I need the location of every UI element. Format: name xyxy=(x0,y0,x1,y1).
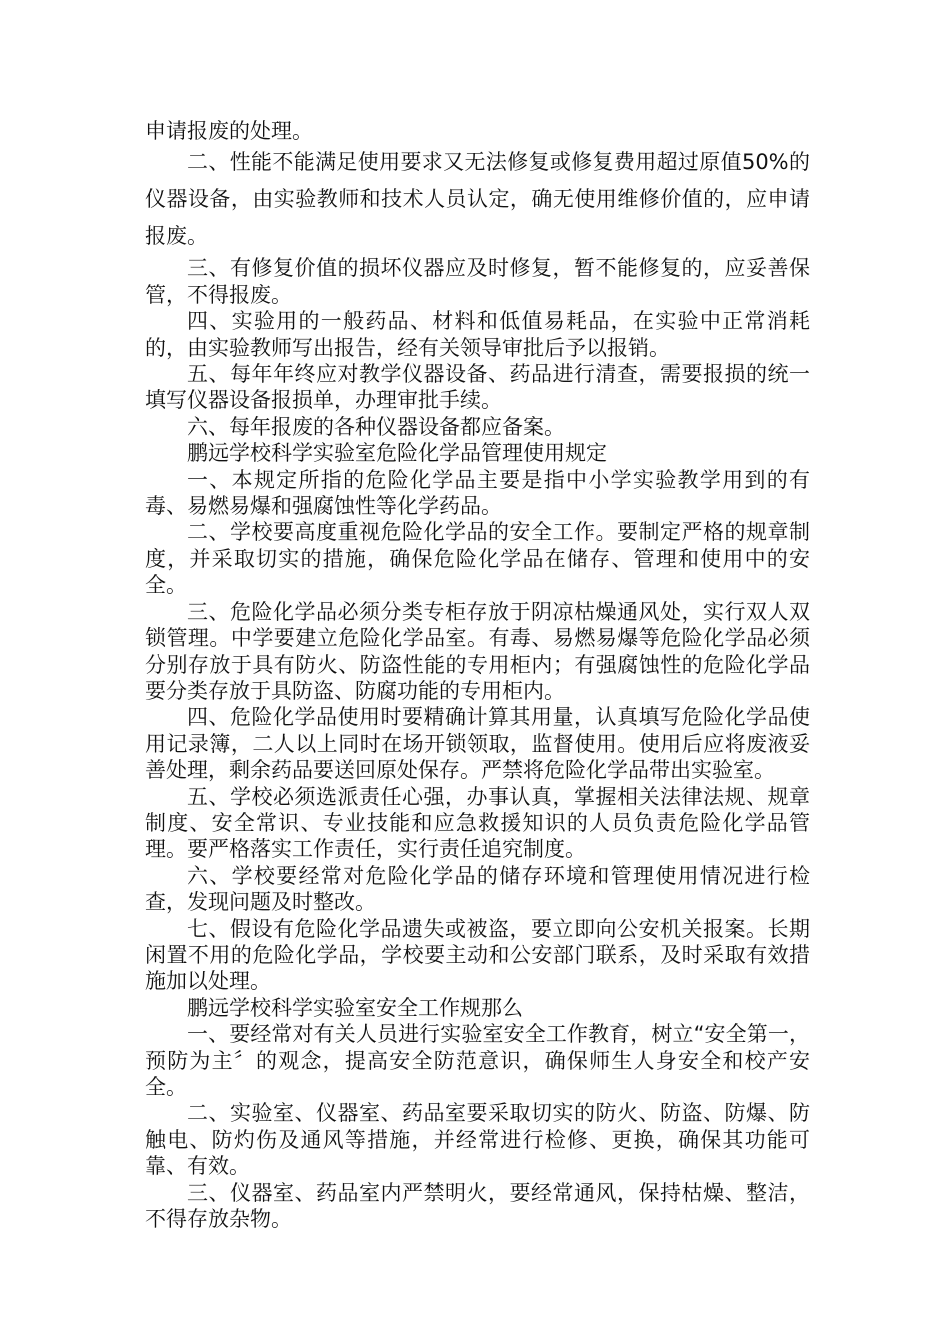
paragraph-scrap-rule-2: 二、性能不能满足使用要求又无法修复或修复费用超过原值50%的仪器设备，由实验教师和技术人员认定，确无使用维修价值的，应申请报废。 xyxy=(145,150,810,249)
document-body xyxy=(145,118,810,1232)
paragraph-scrap-rule-5: 五、每年年终应对教学仪器设备、药品进行清查，需要报损的统一填写仪器设备报损单，办理审批手续。 xyxy=(145,362,810,413)
paragraph-chem-rule-2: 二、学校要高度重视危险化学品的安全工作。要制定严格的规章制度，并采取切实的措施，确保危险化学品在储存、管理和使用中的安全。 xyxy=(145,520,810,598)
section-heading-hazardous-chemicals: 鹏远学校科学实验室危险化学品管理使用规定 xyxy=(187,441,607,466)
paragraph-chem-rule-1: 一、本规定所指的危险化学品主要是指中小学实验教学用到的有毒、易燃易爆和强腐蚀性等化学药品。 xyxy=(145,467,810,519)
paragraph-scrap-rule-3: 三、有修复价值的损坏仪器应及时修复，暂不能修复的，应妥善保管，不得报废。 xyxy=(145,256,810,307)
paragraph-safety-rule-3: 三、仪器室、药品室内严禁明火，要经常通风，保持枯燥、整洁，不得存放杂物。 xyxy=(145,1180,810,1232)
paragraph-continuation: 申请报废的处理。 xyxy=(145,119,313,143)
paragraph-scrap-rule-6: 六、每年报废的各种仪器设备都应备案。 xyxy=(187,414,565,439)
paragraph-safety-rule-1: 一、要经常对有关人员进行实验室安全工作教育，树立“安全第一，预防为主〞的观念，提高安全防范意识，确保师生人身安全和校产安全。 xyxy=(145,1022,810,1099)
paragraph-chem-rule-7: 七、假设有危险化学品遗失或被盗，要立即向公安机关报案。长期闲置不用的危险化学品，学校要主动和公安部门联系，及时采取有效措施加以处理。 xyxy=(145,916,810,994)
paragraph-scrap-rule-4: 四、实验用的一般药品、材料和低值易耗品，在实验中正常消耗的，由实验教师写出报告，经有关领导审批后予以报销。 xyxy=(145,309,810,360)
paragraph-safety-rule-2: 二、实验室、仪器室、药品室要采取切实的防火、防盗、防爆、防触电、防灼伤及通风等措施，并经常进行检修、更换，确保其功能可靠、有效。 xyxy=(145,1101,810,1179)
paragraph-chem-rule-5: 五、学校必须选派责任心强，办事认真，掌握相关法律法规、规章制度、安全常识、专业技能和应急救援知识的人员负责危险化学品管理。要严格落实工作责任，实行责任追究制度。 xyxy=(145,784,810,862)
paragraph-chem-rule-6: 六、学校要经常对危险化学品的储存环境和管理使用情况进行检查，发现问题及时整改。 xyxy=(145,863,810,915)
section-heading-lab-safety: 鹏远学校科学实验室安全工作规那么 xyxy=(187,995,523,1020)
paragraph-chem-rule-4: 四、危险化学品使用时要精确计算其用量，认真填写危险化学品使用记录簿，二人以上同时在场开锁领取，监督使用。使用后应将废液妥善处理，剩余药品要送回原处保存。严禁将危险化学品带出实验室。 xyxy=(145,705,810,783)
paragraph-chem-rule-3: 三、危险化学品必须分类专柜存放于阴凉枯燥通风处，实行双人双锁管理。中学要建立危险化学品室。有毒、易燃易爆等危险化学品必须分别存放于具有防火、防盗性能的专用柜内；有强腐蚀性的危险化学品要分类存放于具防盗、防腐功能的专用柜内。 xyxy=(145,599,810,703)
